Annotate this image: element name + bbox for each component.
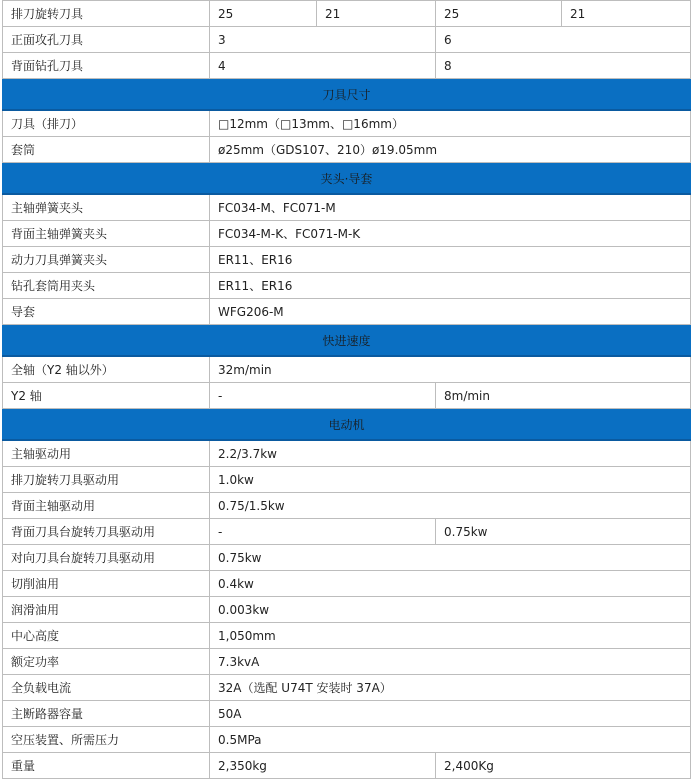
table-row	[3, 493, 691, 519]
row-label: 套筒	[3, 137, 210, 163]
row-label: 重量	[3, 753, 210, 779]
row-label: Y2 轴	[3, 383, 210, 409]
row-value: ER11、ER16	[210, 273, 691, 299]
row-value: -	[210, 383, 436, 409]
table-row	[3, 27, 691, 53]
row-value: 50A	[210, 701, 691, 727]
table-row	[3, 137, 691, 163]
row-value: 4	[210, 53, 436, 79]
table-row	[3, 727, 691, 753]
row-label: 主断路器容量	[3, 701, 210, 727]
table-row	[3, 597, 691, 623]
table-row	[3, 1, 691, 27]
row-value: 3	[210, 27, 436, 53]
row-value: ER11、ER16	[210, 247, 691, 273]
row-label: 中心高度	[3, 623, 210, 649]
row-label: 背面钻孔刀具	[3, 53, 210, 79]
row-value: FC034-M、FC071-M	[210, 194, 691, 221]
table-row	[3, 649, 691, 675]
section-header	[3, 325, 691, 357]
row-label: 主轴弹簧夹头	[3, 194, 210, 221]
table-row	[3, 701, 691, 727]
row-value: 0.75kw	[436, 519, 691, 545]
table-row	[3, 383, 691, 409]
section-header	[3, 163, 691, 195]
row-value: 2.2/3.7kw	[210, 440, 691, 467]
row-value: 6	[436, 27, 691, 53]
row-label: 主轴驱动用	[3, 440, 210, 467]
row-label: 背面主轴弹簧夹头	[3, 221, 210, 247]
row-value: 8m/min	[436, 383, 691, 409]
row-label: 对向刀具台旋转刀具驱动用	[3, 545, 210, 571]
row-value: 25	[436, 1, 562, 27]
row-label: 额定功率	[3, 649, 210, 675]
row-label: 空压装置、所需压力	[3, 727, 210, 753]
table-row	[3, 299, 691, 325]
table-row	[3, 247, 691, 273]
section-title-motor: 电动机	[3, 409, 691, 441]
row-label: 排刀旋转刀具	[3, 1, 210, 27]
row-label: 正面攻孔刀具	[3, 27, 210, 53]
section-title-tool-size: 刀具尺寸	[3, 79, 691, 111]
section-title-chuck-guide: 夹头·导套	[3, 163, 691, 195]
table-row	[3, 440, 691, 467]
row-label: 动力刀具弹簧夹头	[3, 247, 210, 273]
row-label: 背面刀具台旋转刀具驱动用	[3, 519, 210, 545]
row-label: 刀具（排刀）	[3, 110, 210, 137]
spec-table	[2, 0, 691, 779]
table-row	[3, 467, 691, 493]
spec-sheet	[2, 0, 690, 779]
row-value: □12mm（□13mm、□16mm）	[210, 110, 691, 137]
row-label: 钻孔套筒用夹头	[3, 273, 210, 299]
table-row	[3, 273, 691, 299]
row-value: 25	[210, 1, 317, 27]
table-row	[3, 675, 691, 701]
row-label: 排刀旋转刀具驱动用	[3, 467, 210, 493]
table-row	[3, 221, 691, 247]
row-value: 2,350kg	[210, 753, 436, 779]
table-row	[3, 356, 691, 383]
row-value: 0.4kw	[210, 571, 691, 597]
row-value: 1.0kw	[210, 467, 691, 493]
row-value: 7.3kvA	[210, 649, 691, 675]
row-value: 21	[317, 1, 436, 27]
row-value: 8	[436, 53, 691, 79]
row-value: 0.75/1.5kw	[210, 493, 691, 519]
row-value: 0.003kw	[210, 597, 691, 623]
row-value: 32m/min	[210, 356, 691, 383]
table-row	[3, 519, 691, 545]
table-row	[3, 571, 691, 597]
row-label: 背面主轴驱动用	[3, 493, 210, 519]
table-row	[3, 53, 691, 79]
row-value: WFG206-M	[210, 299, 691, 325]
row-value: ø25mm（GDS107、210）ø19.05mm	[210, 137, 691, 163]
row-value: 21	[562, 1, 691, 27]
row-value: 2,400Kg	[436, 753, 691, 779]
row-label: 全轴（Y2 轴以外）	[3, 356, 210, 383]
section-title-rapid-speed: 快进速度	[3, 325, 691, 357]
row-value: 0.75kw	[210, 545, 691, 571]
table-row	[3, 623, 691, 649]
row-value: 0.5MPa	[210, 727, 691, 753]
row-value: 32A（选配 U74T 安装时 37A）	[210, 675, 691, 701]
row-value: -	[210, 519, 436, 545]
table-row	[3, 753, 691, 779]
row-label: 切削油用	[3, 571, 210, 597]
row-label: 全负载电流	[3, 675, 210, 701]
row-label: 导套	[3, 299, 210, 325]
table-row	[3, 545, 691, 571]
section-header	[3, 409, 691, 441]
section-header	[3, 79, 691, 111]
row-value: FC034-M-K、FC071-M-K	[210, 221, 691, 247]
table-row	[3, 194, 691, 221]
table-row	[3, 110, 691, 137]
row-label: 润滑油用	[3, 597, 210, 623]
row-value: 1,050mm	[210, 623, 691, 649]
